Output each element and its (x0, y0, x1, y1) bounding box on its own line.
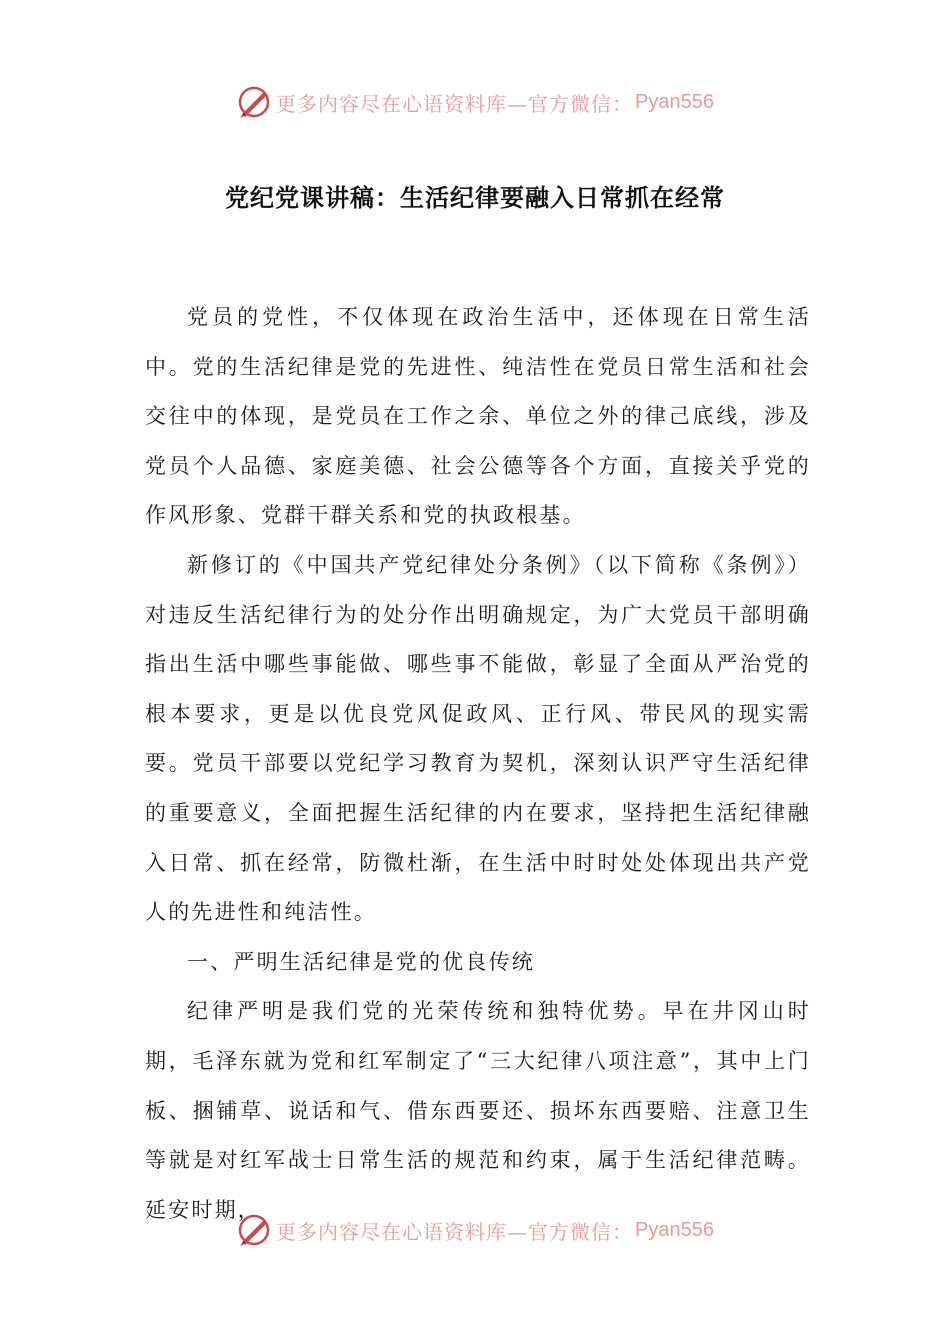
paragraph: 新修订的《中国共产党纪律处分条例》（以下简称《条例》）对违反生活纪律行为的处分作出明确规定，为广大党员干部明确指出生活中哪些事能做、哪些事不能做，彰显了全面从严治党的根本要求，更是以优良党风促政风、正行风、带民风的现实需要。党员干部要以党纪学习教育为契机，深刻认识严守生活纪律的重要意义，全面把握生活纪律的内在要求，坚持把生活纪律融入日常、抓在经常，防微杜渐，在生活中时时处处体现出共产党人的先进性和纯洁性。 (145, 552, 811, 925)
watermark-banner-top (0, 82, 950, 122)
section-heading: 一、严明生活纪律是党的优良传统 (187, 949, 535, 974)
watermark-banner-bottom (0, 1210, 950, 1250)
document-body (145, 293, 811, 1235)
watermark-wechat-id: Pyan556 (635, 1218, 714, 1241)
pen-circle-logo-icon (236, 84, 272, 120)
watermark-text: 更多内容尽在心语资料库—官方微信： (276, 91, 634, 116)
paragraph: 党员的党性，不仅体现在政治生活中，还体现在日常生活中。党的生活纪律是党的先进性、纯洁性在党员日常生活和社会交往中的体现，是党员在工作之余、单位之外的律己底线，涉及党员个人品德、家庭美德、社会公德等各个方面，直接关乎党的作风形象、党群干群关系和党的执政根基。 (145, 305, 811, 528)
pen-circle-logo-icon (236, 1212, 272, 1248)
paragraph: 纪律严明是我们党的光荣传统和独特优势。早在井冈山时期，毛泽东就为党和红军制定了“三大纪律八项注意”，其中上门板、捆铺草、说话和气、借东西要还、损坏东西要赔、注意卫生等就是对红军战士日常生活的规范和约束，属于生活纪律范畴。延安时期， (145, 999, 811, 1222)
watermark-text: 更多内容尽在心语资料库—官方微信： (276, 1219, 634, 1244)
watermark-wechat-id: Pyan556 (635, 90, 714, 113)
page-title: 党纪党课讲稿：生活纪律要融入日常抓在经常 (225, 184, 725, 212)
